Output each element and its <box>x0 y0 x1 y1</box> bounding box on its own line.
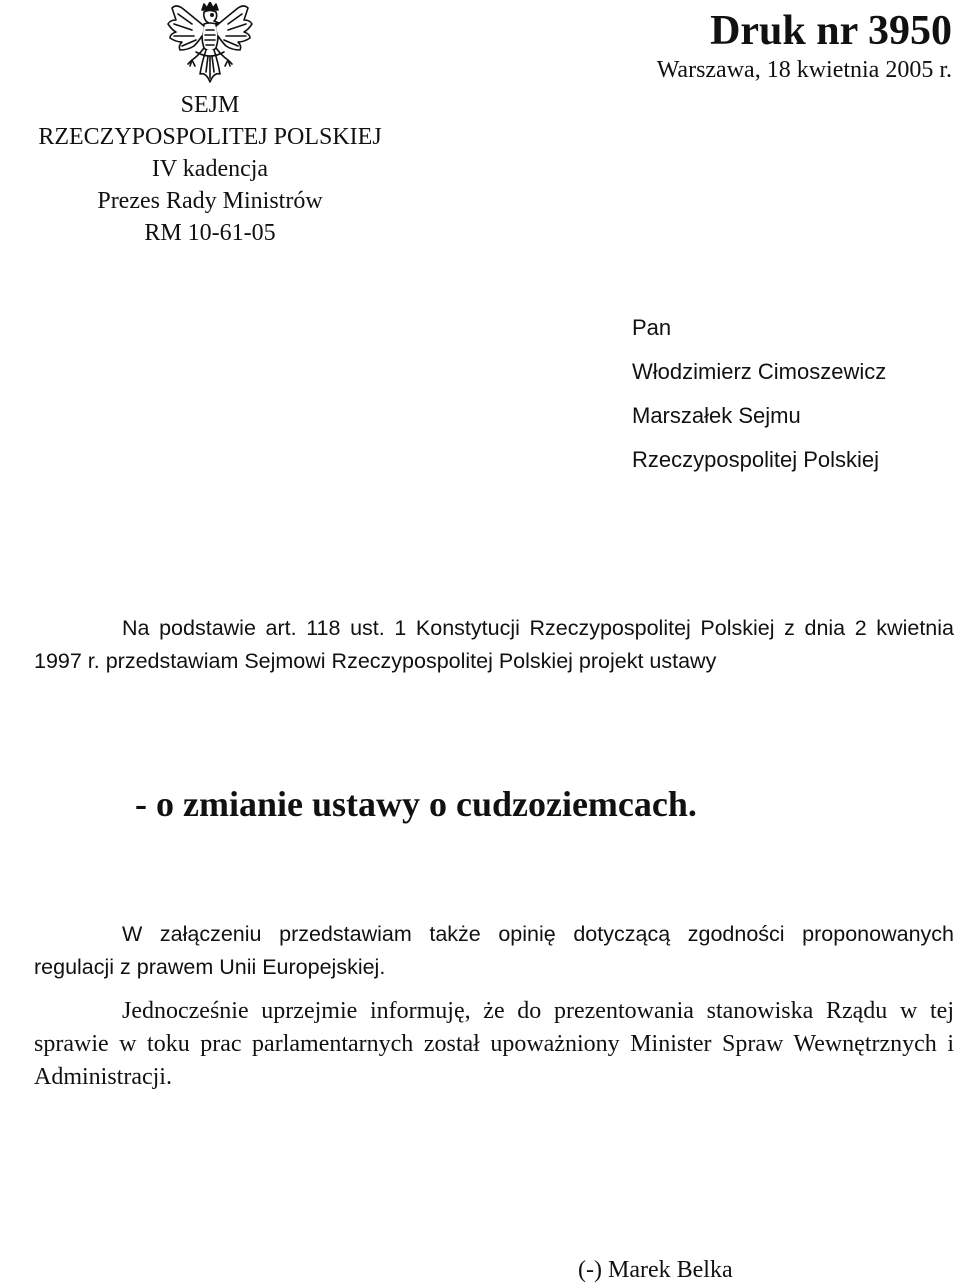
recipient-title: Marszałek Sejmu <box>632 403 801 428</box>
intro-paragraph <box>34 612 954 678</box>
recipient-name: Włodzimierz Cimoszewicz <box>632 359 887 384</box>
term-label: IV kadencja <box>151 156 269 182</box>
republic-label: RZECZYPOSPOLITEJ POLSKIEJ <box>38 124 382 150</box>
attachment-paragraph <box>34 918 954 984</box>
reference-number: RM 10-61-05 <box>144 220 276 246</box>
sender-title: Prezes Rady Ministrów <box>97 188 323 214</box>
sejm-label: SEJM <box>180 92 240 118</box>
signature: (-) Marek Belka <box>578 1257 733 1283</box>
recipient-salutation: Pan <box>632 315 672 340</box>
recipient-institution: Rzeczypospolitej Polskiej <box>632 447 879 472</box>
bill-subject: - o zmianie ustawy o cudzoziemcach. <box>135 784 697 824</box>
recipient-block <box>632 306 886 482</box>
representative-paragraph <box>34 995 954 1094</box>
print-number: Druk nr 3950 <box>710 8 952 54</box>
intro-text: Na podstawie art. 118 ust. 1 Konstytucji Rzeczypospolitej Polskiej z dnia 2 kwietnia 1997 r. przedstawiam Sejmowi Rzeczypospolitej Polskiej projekt ustawy <box>34 616 954 673</box>
polish-eagle-emblem-icon <box>162 2 258 86</box>
document-date: Warszawa, 18 kwietnia 2005 r. <box>656 57 952 83</box>
attachment-text: W załączeniu przedstawiam także opinię dotyczącą zgodności proponowanych regulacji z prawem Unii Europejskiej. <box>34 922 954 979</box>
sender-block <box>0 89 420 249</box>
representative-text: Jednocześnie uprzejmie informuję, że do prezentowania stanowiska Rządu w tej sprawie w toku prac parlamentarnych został upoważniony Minister Spraw Wewnętrznych i Administracji. <box>34 998 954 1090</box>
